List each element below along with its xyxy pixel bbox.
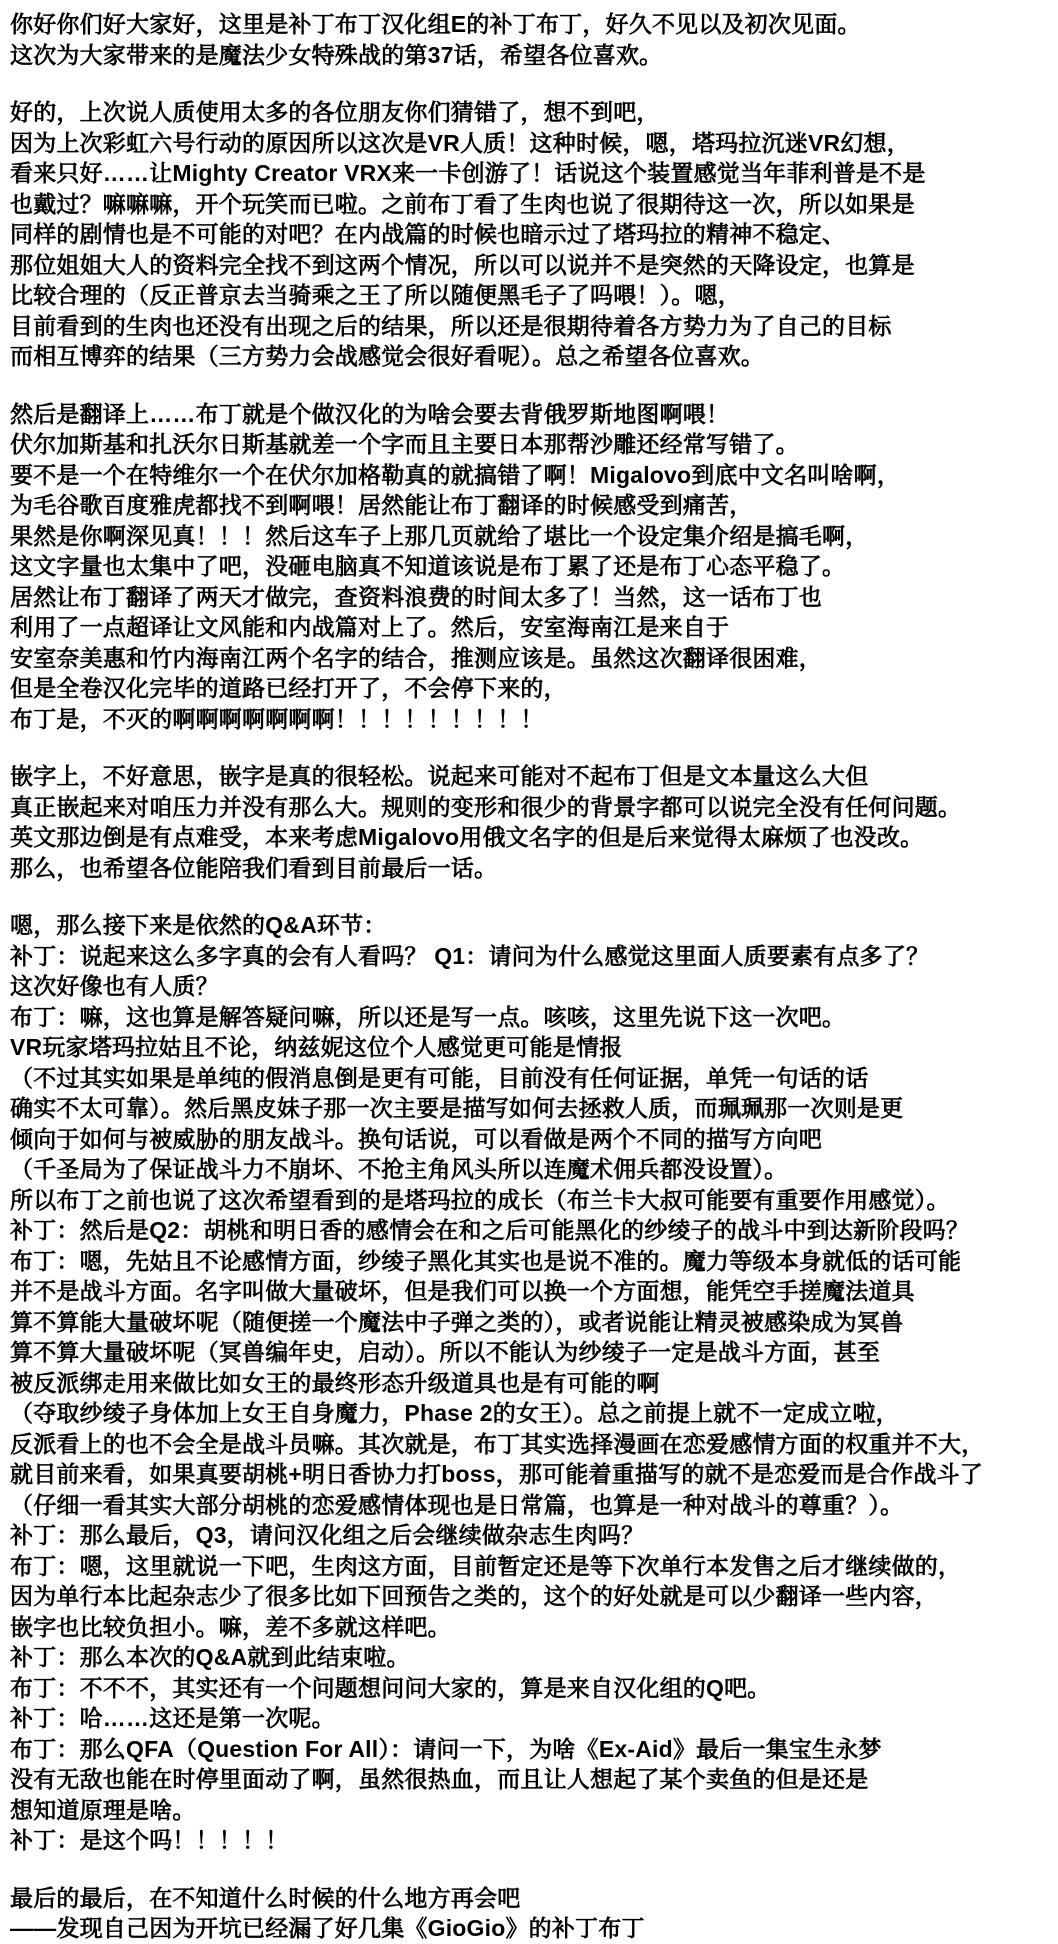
paragraph-story-commentary — [10, 97, 1054, 372]
paragraph-farewell — [10, 1883, 1054, 1944]
text-line: 目前看到的生肉也还没有出现之后的结果，所以还是很期待着各方势力为了自己的目标 — [10, 312, 892, 339]
text-line: 补丁：说起来这么多字真的会有人看吗？ Q1：请问为什么感觉这里面人质要素有点多了？ — [10, 942, 930, 969]
text-line: 反派看上的也不会全是战斗员嘛。其次就是，布丁其实选择漫画在恋爱感情方面的权重并不大， — [10, 1430, 985, 1457]
text-line: 比较合理的（反正普京去当骑乘之王了所以随便黑毛子了吗喂！）。嗯， — [10, 282, 741, 308]
text-line: （仔细一看其实大部分胡桃的恋爱感情体现也是日常篇，也算是一种对战斗的尊重？）。 — [10, 1491, 904, 1518]
text-line: 也戴过？嘛嘛嘛，开个玩笑而已啦。之前布丁看了生肉也说了很期待这一次，所以如果是 — [10, 190, 915, 217]
text-line: 这次好像也有人质？ — [10, 973, 219, 999]
paragraph-greeting — [10, 9, 1054, 70]
paragraph-translation-notes — [10, 399, 1054, 735]
text-line: 布丁：那么QFA（Question For All）：请问一下，为啥《Ex-Aid》最后一集宝生永梦 — [10, 1735, 882, 1762]
text-line: （千圣局为了保证战斗力不崩坏、不抢主角风头所以连魔术佣兵都没设置）。 — [10, 1156, 788, 1182]
text-line: 就目前来看，如果真要胡桃+明日香协力打boss，那可能着重描写的就不是恋爱而是合作战斗了 — [10, 1461, 983, 1487]
text-line: 布丁：嘛，这也算是解答疑问嘛，所以还是写一点。咳咳，这里先说下这一次吧。 — [10, 1003, 846, 1030]
notes-text-body — [10, 9, 1054, 1944]
text-line: 你好你们好大家好，这里是补丁布丁汉化组E的补丁布丁，好久不见以及初次见面。 — [10, 11, 861, 37]
text-line: 真正嵌起来对咱压力并没有那么大。规则的变形和很少的背景字都可以说完全没有任何问题。 — [10, 793, 962, 820]
text-line: 算不算大量破坏呢（冥兽编年史，启动）。所以不能认为纱绫子一定是战斗方面，甚至 — [10, 1339, 881, 1365]
text-line: 补丁：然后是Q2：胡桃和明日香的感情会在和之后可能黑化的纱绫子的战斗中到达新阶段吗？ — [10, 1217, 970, 1243]
text-line: 英文那边倒是有点难受，本来考虑Migalovo用俄文名字的但是后来觉得太麻烦了也没改。 — [10, 824, 924, 850]
text-line: 这文字量也太集中了吧，没砸电脑真不知道该说是布丁累了还是布丁心态平稳了。 — [10, 553, 846, 579]
text-line: 并不是战斗方面。名字叫做大量破坏，但是我们可以换一个方面想，能凭空手搓魔法道具 — [10, 1278, 915, 1304]
text-line: 利用了一点超译让文风能和内战篇对上了。然后，安室海南江是来自于 — [10, 614, 730, 640]
text-line: 为毛谷歌百度雅虎都找不到啊喂！居然能让布丁翻译的时候感受到痛苦， — [10, 492, 753, 518]
text-line: 但是全卷汉化完毕的道路已经打开了，不会停下来的， — [10, 675, 567, 701]
text-line: （不过其实如果是单纯的假消息倒是更有可能，目前没有任何证据，单凭一句话的话 — [10, 1064, 869, 1091]
text-line: 补丁：是这个吗！！！！！ — [10, 1827, 289, 1853]
paragraph-typesetting-notes — [10, 761, 1054, 883]
text-line: 最后的最后，在不知道什么时候的什么地方再会吧 — [10, 1884, 521, 1911]
text-line: 安室奈美惠和竹内海南江两个名字的结合，推测应该是。虽然这次翻译很困难， — [10, 644, 822, 671]
text-line: 而相互博弈的结果（三方势力会战感觉会很好看呢）。总之希望各位喜欢。 — [10, 343, 765, 369]
text-line: 补丁：哈……这还是第一次呢。 — [10, 1705, 335, 1731]
text-line: 同样的剧情也是不可能的对吧？在内战篇的时候也暗示过了塔玛拉的精神不稳定、 — [10, 221, 846, 247]
text-line: 伏尔加斯基和扎沃尔日斯基就差一个字而且主要日本那帮沙雕还经常写错了。 — [10, 431, 799, 457]
text-line: 好的，上次说人质使用太多的各位朋友你们猜错了，想不到吧， — [10, 99, 660, 125]
text-line: 果然是你啊深见真！！！然后这车子上那几页就给了堪比一个设定集介绍是搞毛啊， — [10, 522, 869, 549]
text-line: 没有无敌也能在时停里面动了啊，虽然很热血，而且让人想起了某个卖鱼的但是还是 — [10, 1766, 869, 1792]
text-line: 那位姐姐大人的资料完全找不到这两个情况，所以可以说并不是突然的天降设定，也算是 — [10, 251, 915, 278]
text-line: 补丁：那么最后，Q3，请问汉化组之后会继续做杂志生肉吗？ — [10, 1522, 645, 1548]
text-line: 补丁：那么本次的Q&A就到此结束啦。 — [10, 1644, 410, 1670]
text-line: 这次为大家带来的是魔法少女特殊战的第37话，希望各位喜欢。 — [10, 41, 663, 68]
text-line: 然后是翻译上……布丁就是个做汉化的为啥会要去背俄罗斯地图啊喂！ — [10, 400, 730, 427]
text-line: 所以布丁之前也说了这次希望看到的是塔玛拉的成长（布兰卡大叔可能要有重要作用感觉）。 — [10, 1186, 950, 1213]
text-line: 算不算能大量破坏呢（随便搓一个魔法中子弹之类的），或者说能让精灵被感染成为冥兽 — [10, 1308, 904, 1335]
text-line: 因为单行本比起杂志少了很多比如下回预告之类的，这个的好处就是可以少翻译一些内容， — [10, 1583, 938, 1609]
text-line: VR玩家塔玛拉姑且不论，纳兹妮这位个人感觉更可能是情报 — [10, 1034, 623, 1060]
text-line: 想知道原理是啥。 — [10, 1796, 196, 1823]
text-line: 布丁：嗯，先姑且不论感情方面，纱绫子黑化其实也是说不准的。魔力等级本身就低的话可能 — [10, 1247, 962, 1274]
text-line: 嗯，那么接下来是依然的Q&A环节： — [10, 912, 387, 938]
text-line: 布丁：嗯，这里就说一下吧，生肉这方面，目前暂定还是等下次单行本发售之后才继续做的， — [10, 1552, 962, 1579]
text-line: 居然让布丁翻译了两天才做完，查资料浪费的时间太多了！当然，这一话布丁也 — [10, 583, 822, 610]
text-line: 因为上次彩虹六号行动的原因所以这次是VR人质！这种时候，嗯，塔玛拉沉迷VR幻想， — [10, 129, 910, 156]
paragraph-qa-session — [10, 910, 1054, 1856]
text-line: 嵌字上，不好意思，嵌字是真的很轻松。说起来可能对不起布丁但是文本量这么大但 — [10, 763, 869, 789]
text-line: 被反派绑走用来做比如女王的最终形态升级道具也是有可能的啊 — [10, 1369, 660, 1396]
text-line: 布丁是，不灭的啊啊啊啊啊啊啊！！！！！！！！！ — [10, 705, 544, 732]
text-line: 嵌字也比较负担小。嘛，差不多就这样吧。 — [10, 1613, 451, 1640]
text-line: 布丁：不不不，其实还有一个问题想问问大家的，算是来自汉化组的Q吧。 — [10, 1674, 771, 1701]
text-line: 倾向于如何与被威胁的朋友战斗。换句话说，可以看做是两个不同的描写方向吧 — [10, 1125, 822, 1152]
text-line: 看来只好……让Mighty Creator VRX来一卡创游了！话说这个装置感觉当年菲利普是不是 — [10, 160, 926, 186]
text-line: 确实不太可靠）。然后黑皮妹子那一次主要是描写如何去拯救人质，而珮珮那一次则是更 — [10, 1095, 904, 1121]
text-line: ——发现自己因为开坑已经漏了好几集《GioGio》的补丁布丁 — [10, 1915, 645, 1941]
text-line: 要不是一个在特维尔一个在伏尔加格勒真的就搞错了啊！Migalovo到底中文名叫啥啊， — [10, 461, 901, 488]
text-line: 那么，也希望各位能陪我们看到目前最后一话。 — [10, 854, 498, 881]
text-line: （夺取纱绫子身体加上女王自身魔力，Phase 2的女王）。总之前提上就不一定成立啦， — [10, 1400, 899, 1426]
